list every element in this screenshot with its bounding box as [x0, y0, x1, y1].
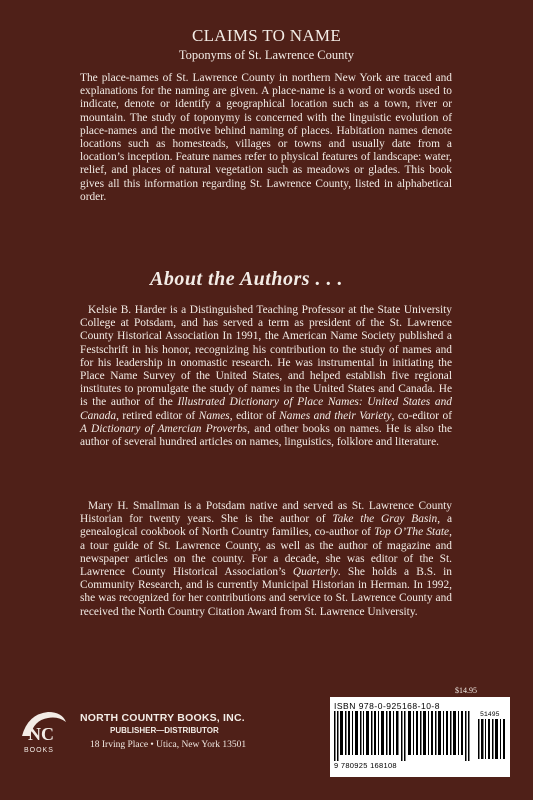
about-authors-heading: About the Authors . . . — [150, 268, 344, 290]
book-title: CLAIMS TO NAME — [191, 26, 342, 45]
publisher-logo-icon — [18, 706, 70, 754]
price-addon-code: 51495 — [480, 711, 500, 718]
ean-barcode-icon — [334, 711, 474, 761]
author-bio-smallman: Mary H. Smallman is a Potsdam native and served as St. Lawrence County Historian for twenty years. She is the author of Take the Gray Basin, a genealogical cookbook of North Country families, co-author of Top O’The State, a tour guide of St. Lawrence County, as well as the author of magazine and newspaper articles on the county. For a decade, she was editor of the St. Lawrence County Historical Association’s Quarterly. She holds a B.S. in Community Research, and is currently Municipal Historian in Herman. In 1992, she was recognized for her contributions and service to St. Lawrence County and received the North Country Citation Award from St. Lawrence University. — [80, 500, 452, 618]
publisher-name: NORTH COUNTRY BOOKS, INC. — [80, 712, 245, 724]
author-bio-harder: Kelsie B. Harder is a Distinguished Teaching Professor at the State University College at Potsdam, and has served a term as president of the St. Lawrence County Historical Association In 1991, the American Name Society published a Festschrift in his honor, recognizing his contribution to the study of names and for his leadership in onomastic research. He was instrumental in initiating the Place Name Survey of the United States, and helped establish five regional institutes to promulgate the study of names in the United States and Canada. He is the author of the Illustrated Dictionary of Place Names: United States and Canada, retired editor of Names, editor of Names and their Variety, co-editor of A Dictionary of Amercian Proverbs, and other books on names. He is also the author of several hundred articles on names, linguistics, folklore and literature. — [80, 304, 452, 449]
svg-text:BOOKS: BOOKS — [24, 747, 54, 754]
price-label: $14.95 — [455, 686, 477, 695]
publisher-address: 18 Irving Place • Utica, New York 13501 — [90, 740, 247, 750]
addon-barcode-icon — [478, 719, 506, 759]
book-description: The place-names of St. Lawrence County in northern New York are traced and explanations for the naming are given. A place-name is a word or words used to indicate, denote or identify a geographical location such as a town, river or mountain. The study of toponymy is concerned with the linguistic evolution of place-names and the motive behind naming of places. Habitation names denote locations such as homesteads, villages or towns and usually date from a location’s inception. Feature names refer to physical features of landscape: water, relief, and places of natural vegetation such as meadows or glades. This book gives all this information regarding St. Lawrence County, listed in alphabetical order. — [80, 72, 452, 203]
barcode-digits: 9 780925 168108 — [334, 761, 397, 770]
isbn-label: ISBN 978-0-925168-10-8 — [334, 701, 440, 711]
svg-text:NC: NC — [28, 724, 54, 744]
book-subtitle: Toponyms of St. Lawrence County — [178, 48, 355, 62]
barcode — [330, 697, 510, 777]
publisher-role: PUBLISHER—DISTRIBUTOR — [110, 726, 219, 735]
